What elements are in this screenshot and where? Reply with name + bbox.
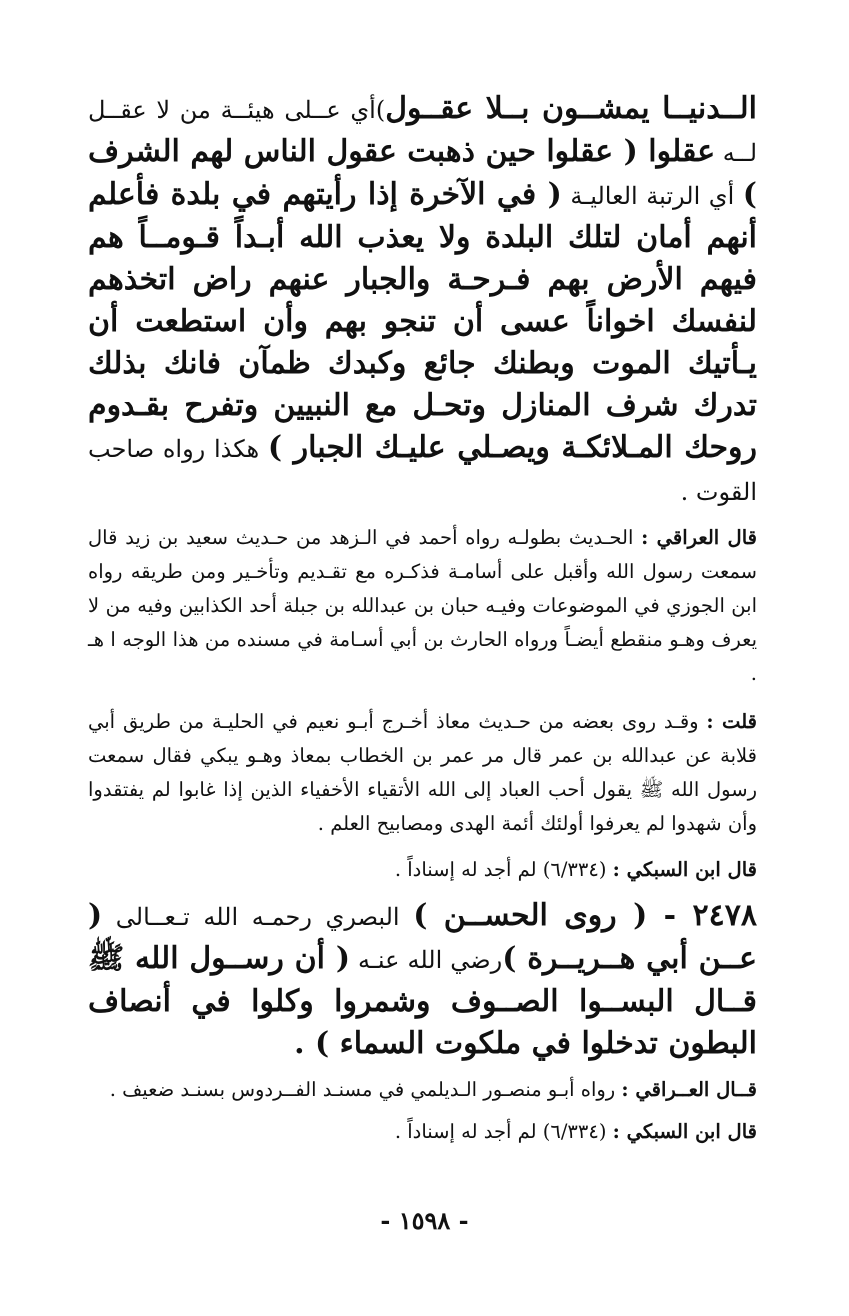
speaker-label: قال ابن السبكي : [612, 1120, 757, 1143]
commentary-text: هكذا رواه صاحب القوت . [88, 435, 757, 506]
matn-bold-text: الــدنيــا يمشــون بــلا عقــول [385, 91, 757, 126]
commentary-text: رضي الله عنـه [350, 946, 503, 974]
takhrij-text: الحـديث بطولـه رواه أحمد في الـزهد من حـديث سعيد بن زيد قال سمعت رسول الله وأقبل على أسامـة فذكـره مع تقـديم وتأخـير ومن طريقه رواه ابن الجوزي في الموضوعات وفيـه حبان بن عبدالله بن جبلة أحد الكذابين وفيه من لا يعرف وهـو منقطع أيضـاً ورواه الحارث بن أبي أسـامة في مسنده من هذا الوجه ا هـ . [88, 526, 757, 685]
hadith-2478-paragraph [88, 895, 757, 1065]
speaker-label: قال ابن السبكي : [612, 858, 757, 881]
commentary-text: أي الرتبة العاليـة [561, 182, 743, 210]
commentary-text: البصري رحمـه الله تـعــالى [102, 903, 414, 931]
note-text: (٦/٣٣٤) لم أجد له إسناداً . [394, 858, 613, 881]
author-note-paragraph [88, 705, 757, 841]
speaker-label: قــال العــراقي : [621, 1078, 757, 1101]
matn-bold-text: ( في الآخرة إذا رأيتهم في بلدة فأعلم أنهم أمان لتلك البلدة ولا يعذب الله أبـداً قـومــاً هم فيهم الأرض بهم فـرحـة والجبار عنهم راض اتخذهم لنفسك اخواناً عسى أن تنجو بهم وأن استطعت أن يـأتيك الموت وبطنك جائع وكبدك ظمآن فانك بذلك تدرك شرف المنازل وتحـل مع النبيين وتفرح بقـدوم روحك المـلائكـة ويصـلي عليـك الجبار ) [88, 177, 758, 465]
speaker-label: قلت : [706, 710, 757, 733]
iraqi-takhrij-paragraph [88, 521, 757, 691]
hadith-number-heading: ٢٤٧٨ - ( روى الحســن ) [413, 898, 757, 933]
subki-note-paragraph [88, 1115, 757, 1149]
note-text: وقـد روى بعضه من حـديث معاذ أخـرج أبـو نعيم في الحليـة من طريق أبي قلابة عن عبدالله بن عمر قال مر عمر بن الخطاب بمعاذ وهـو يبكي فقال سمعت رسول الله ﷺ يقول أحب العباد إلى الله الأتقياء الأخفياء الذين إذا غابوا لم يفتقدوا وأن شهدوا لم يعرفوا أولئك أئمة الهدى ومصابيح العلم . [88, 710, 757, 835]
iraqi-takhrij-paragraph [88, 1073, 757, 1107]
note-text: (٦/٣٣٤) لم أجد له إسناداً . [394, 1120, 613, 1143]
speaker-label: قال العراقي : [641, 526, 757, 549]
subki-note-paragraph [88, 853, 757, 887]
page-number: - ١٥٩٨ - [380, 1206, 469, 1235]
hadith-text-paragraph [88, 88, 757, 513]
commentary-text: )أي عــلى هيئــة من لا عقــل لــه [88, 96, 758, 167]
matn-bold-text: ( عــن أبي هــريــرة ) [88, 898, 757, 976]
matn-bold-text: ( أن رســول الله ﷺ قــال البســوا الصــوف وشمروا وكلوا في أنصاف البطون تدخلوا في ملكوت السماء ) . [88, 941, 757, 1061]
takhrij-text: رواه أبـو منصـور الـديلمي في مسنـد الفــردوس بسنـد ضعيف . [109, 1078, 622, 1101]
matn-bold-text: عقلوا ( عقلوا حين ذهبت عقول الناس لهم الشرف ) [88, 134, 757, 212]
